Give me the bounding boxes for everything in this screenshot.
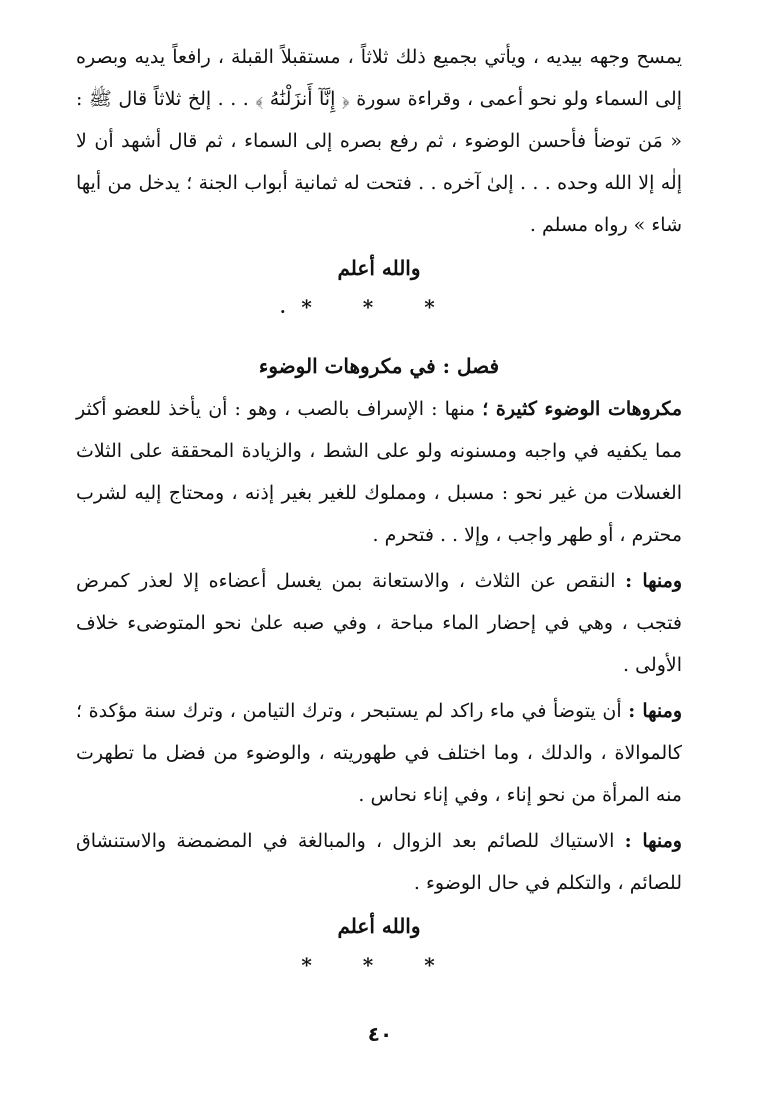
section-title: فصل : في مكروهات الوضوء xyxy=(258,354,500,378)
paragraph-text: منها : الإسراف بالصب ، وهو : أن يأخذ للعضو أكثر مما يكفيه في واجبه ومسنونه ولو على الشط ، والزيادة المحققة على الثلاث الغسلات من غير نحو : مسبل ، ومملوك للغير بغير إذنه ، ومحتاج إليه لشرب محترم ، أو طهر واجب ، وإلا . . فتحرم . xyxy=(76,398,682,546)
stray-dot: . xyxy=(280,298,308,317)
paragraph-text: أن يتوضأ في ماء راكد لم يستبحر ، وترك التيامن ، وترك سنة مؤكدة ؛ كالموالاة ، والدلك ، وما اختلف في طهوريته ، والوضوء من فضل ما تطهرت منه المرأة من نحو إناء ، وفي إناء نحاس . xyxy=(76,700,682,806)
separator-stars-2 xyxy=(76,948,682,988)
closing-phrase-1: والله أعلم xyxy=(337,256,421,280)
paragraph-lead: ومنها : xyxy=(628,700,682,722)
paragraph-lead: ومنها : xyxy=(625,570,682,592)
paragraph-makruhat xyxy=(76,388,682,556)
paragraph-lead: ومنها : xyxy=(624,830,682,852)
separator-stars-1 xyxy=(76,290,682,330)
paragraph-minha-1 xyxy=(76,560,682,686)
top-paragraph: يمسح وجهه بيديه ، ويأتي بجميع ذلك ثلاثاً ، مستقبلاً القبلة ، رافعاً يديه وبصره إلى السماء ولو نحو أعمى ، وقراءة سورة ﴿ إِنَّآ أَنزَلْنَٰهُ ﴾ . . . إلخ ثلاثاً قال ﷺ : « مَن توضأ فأحسن الوضوء ، ثم رفع بصره إلى السماء ، ثم قال أشهد أن لا إلٰه إلا الله وحده . . . إلىٰ آخره . . فتحت له ثمانية أبواب الجنة ؛ يدخل من أيها شاء » رواه مسلم . xyxy=(76,46,682,236)
closing-phrase-2: والله أعلم xyxy=(337,914,421,938)
page-number: ٤٠ xyxy=(367,1022,393,1046)
stars-text-2: * * * xyxy=(301,953,457,977)
paragraph-text: الاستياك للصائم بعد الزوال ، والمبالغة في المضمضة والاستنشاق للصائم ، والتكلم في حال الوضوء . xyxy=(76,830,682,894)
paragraph-minha-2 xyxy=(76,690,682,816)
paragraph-minha-3 xyxy=(76,820,682,904)
stars-text-1: * * * xyxy=(301,295,457,319)
page-body xyxy=(76,36,682,988)
paragraph-text: النقص عن الثلاث ، والاستعانة بمن يغسل أعضاءه إلا لعذر كمرض فتجب ، وهي في إحضار الماء مباحة ، وفي صبه علىٰ نحو المتوضىء خلاف الأولى . xyxy=(76,570,682,676)
paragraph-lead: مكروهات الوضوء كثيرة ؛ xyxy=(482,398,683,420)
